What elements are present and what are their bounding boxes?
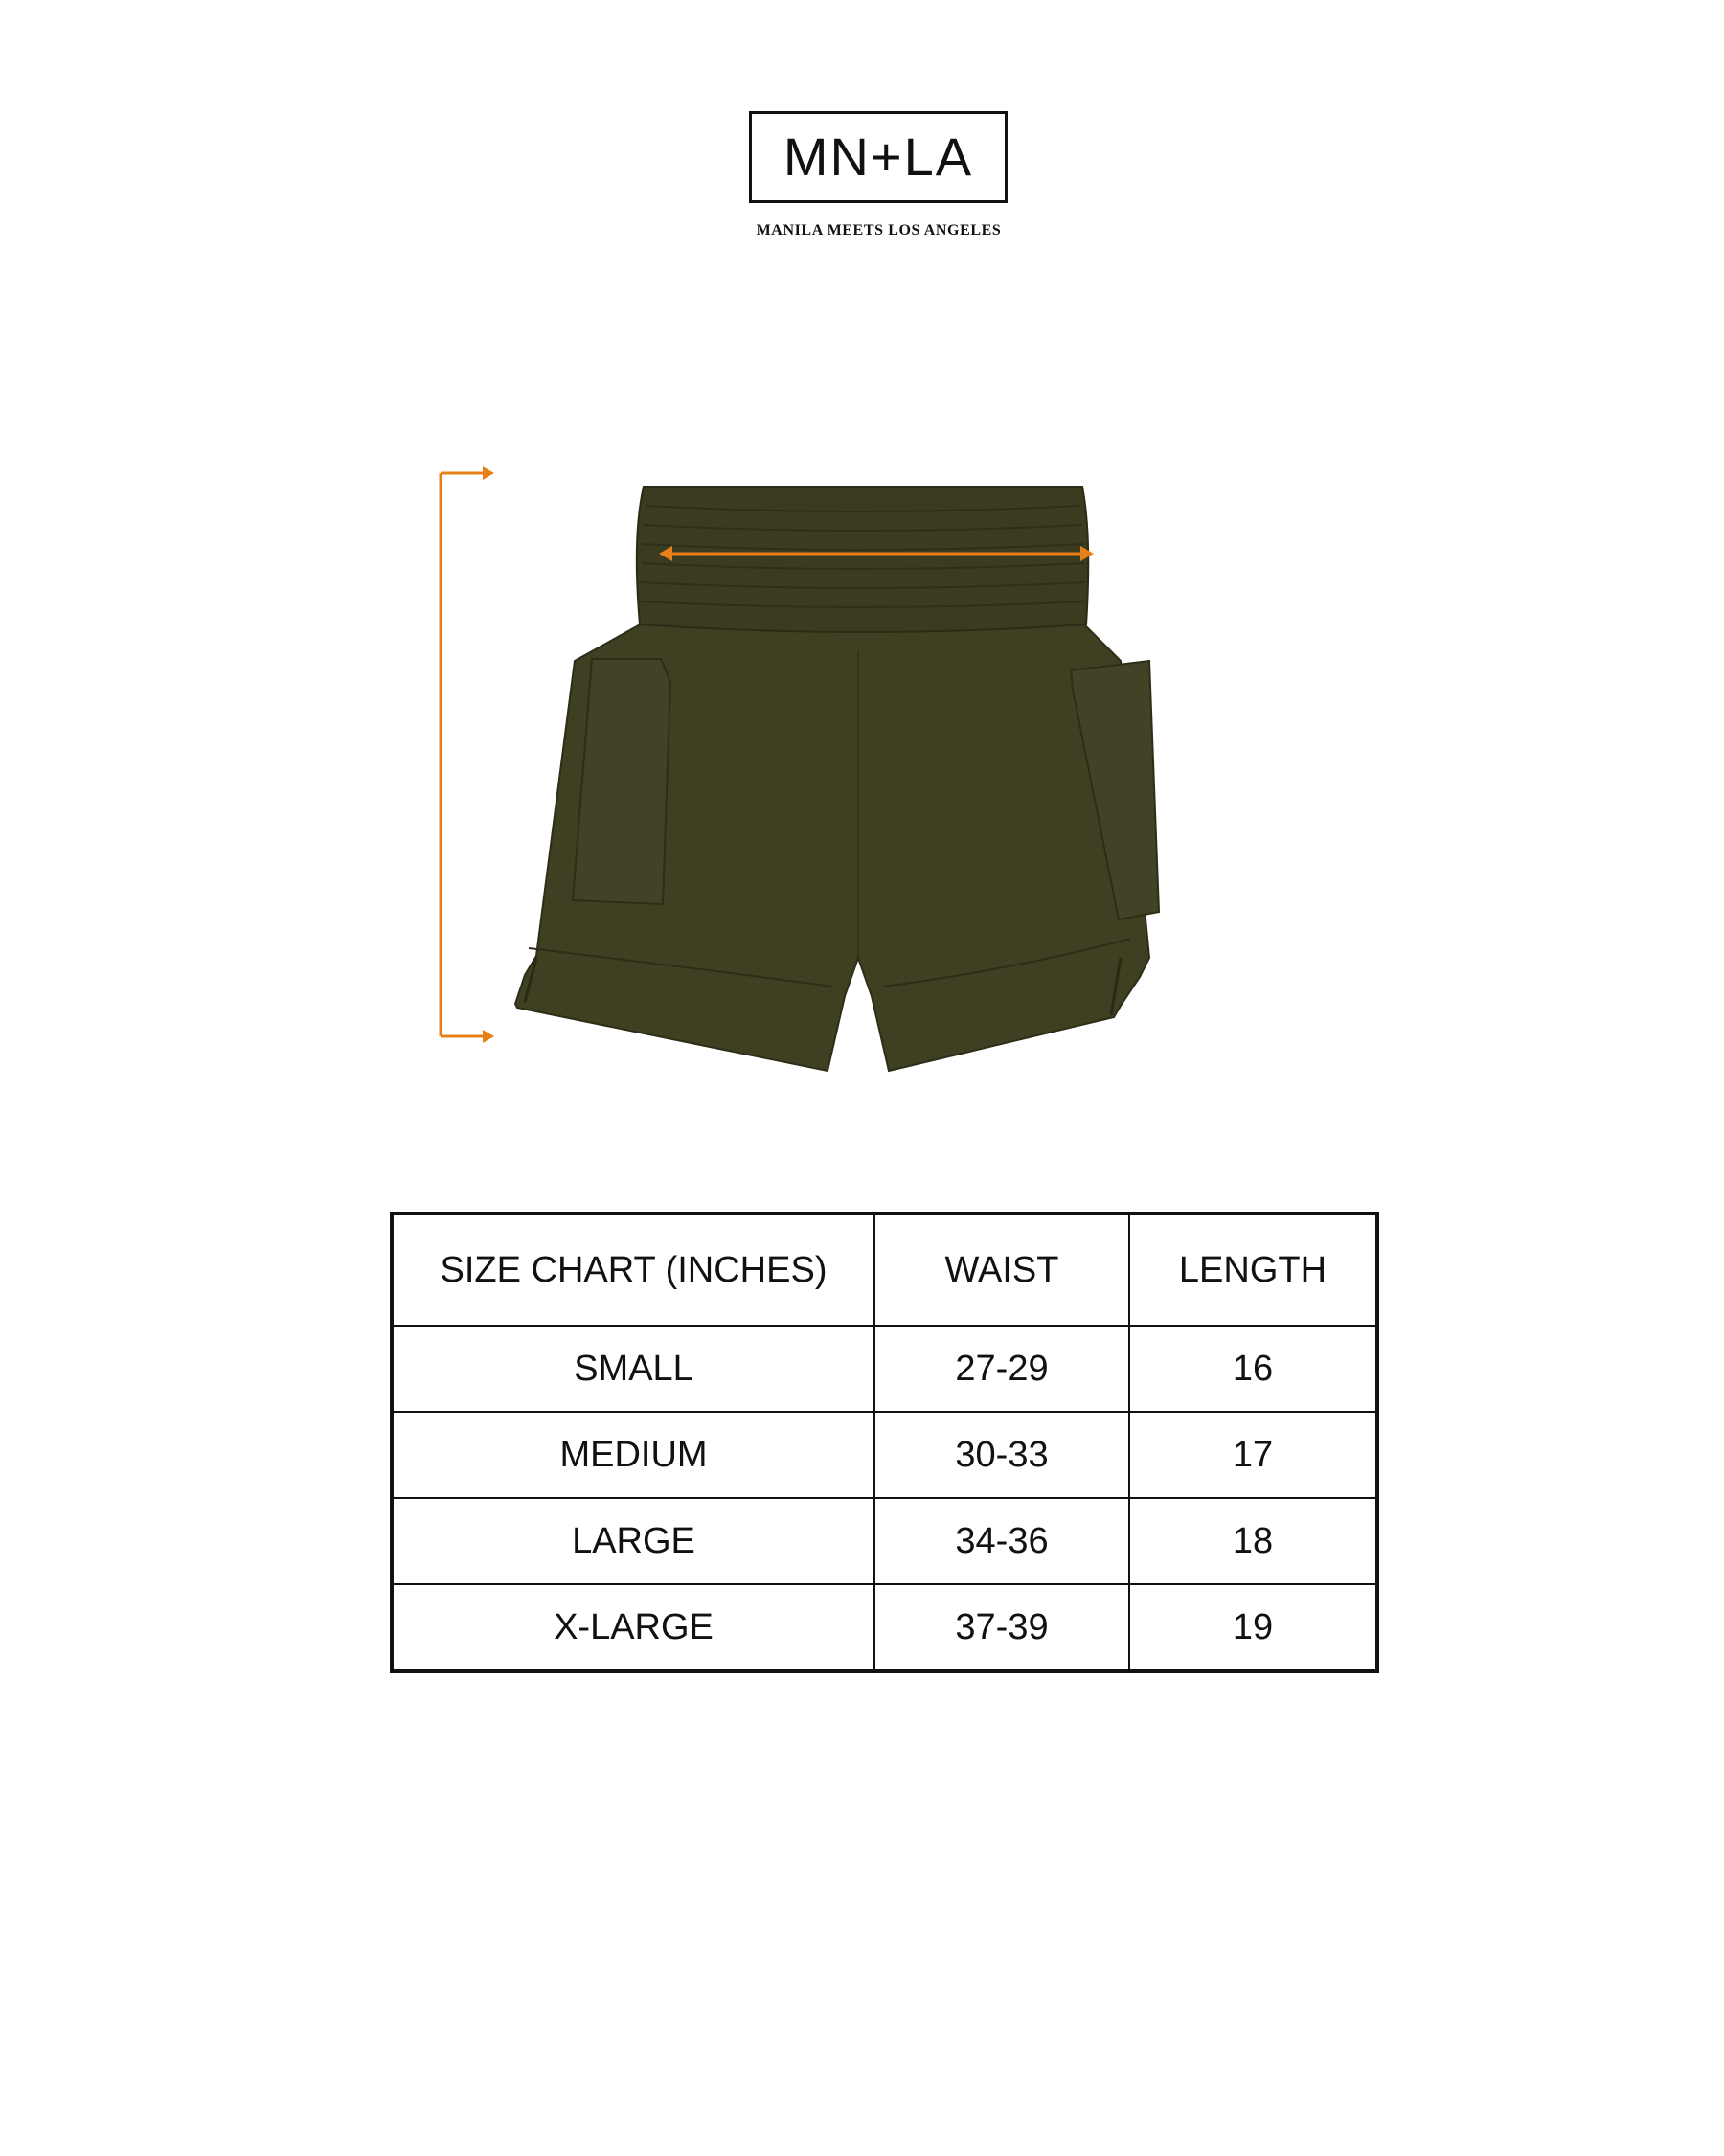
length-arrow-icon — [441, 466, 494, 1043]
header-size-chart: SIZE CHART (INCHES) — [392, 1214, 874, 1326]
shorts-icon — [515, 487, 1159, 1071]
length-cell: 16 — [1129, 1326, 1377, 1412]
size-chart-table — [390, 1212, 1379, 1673]
length-cell: 18 — [1129, 1498, 1377, 1584]
size-cell: SMALL — [392, 1326, 874, 1412]
waist-cell: 27-29 — [874, 1326, 1129, 1412]
length-cell: 19 — [1129, 1584, 1377, 1671]
size-cell: LARGE — [392, 1498, 874, 1584]
brand-tagline: MANILA MEETS LOS ANGELES — [756, 222, 1002, 238]
brand-logo-text: MN+LA — [783, 126, 974, 187]
table-row — [392, 1498, 1377, 1584]
table-row — [392, 1326, 1377, 1412]
size-cell: MEDIUM — [392, 1412, 874, 1498]
header-waist: WAIST — [874, 1214, 1129, 1326]
size-chart-header-row — [392, 1214, 1377, 1326]
size-cell: X-LARGE — [392, 1584, 874, 1671]
table-row — [392, 1412, 1377, 1498]
header-length: LENGTH — [1129, 1214, 1377, 1326]
table-row — [392, 1584, 1377, 1671]
length-cell: 17 — [1129, 1412, 1377, 1498]
waist-cell: 37-39 — [874, 1584, 1129, 1671]
waist-cell: 34-36 — [874, 1498, 1129, 1584]
waist-cell: 30-33 — [874, 1412, 1129, 1498]
